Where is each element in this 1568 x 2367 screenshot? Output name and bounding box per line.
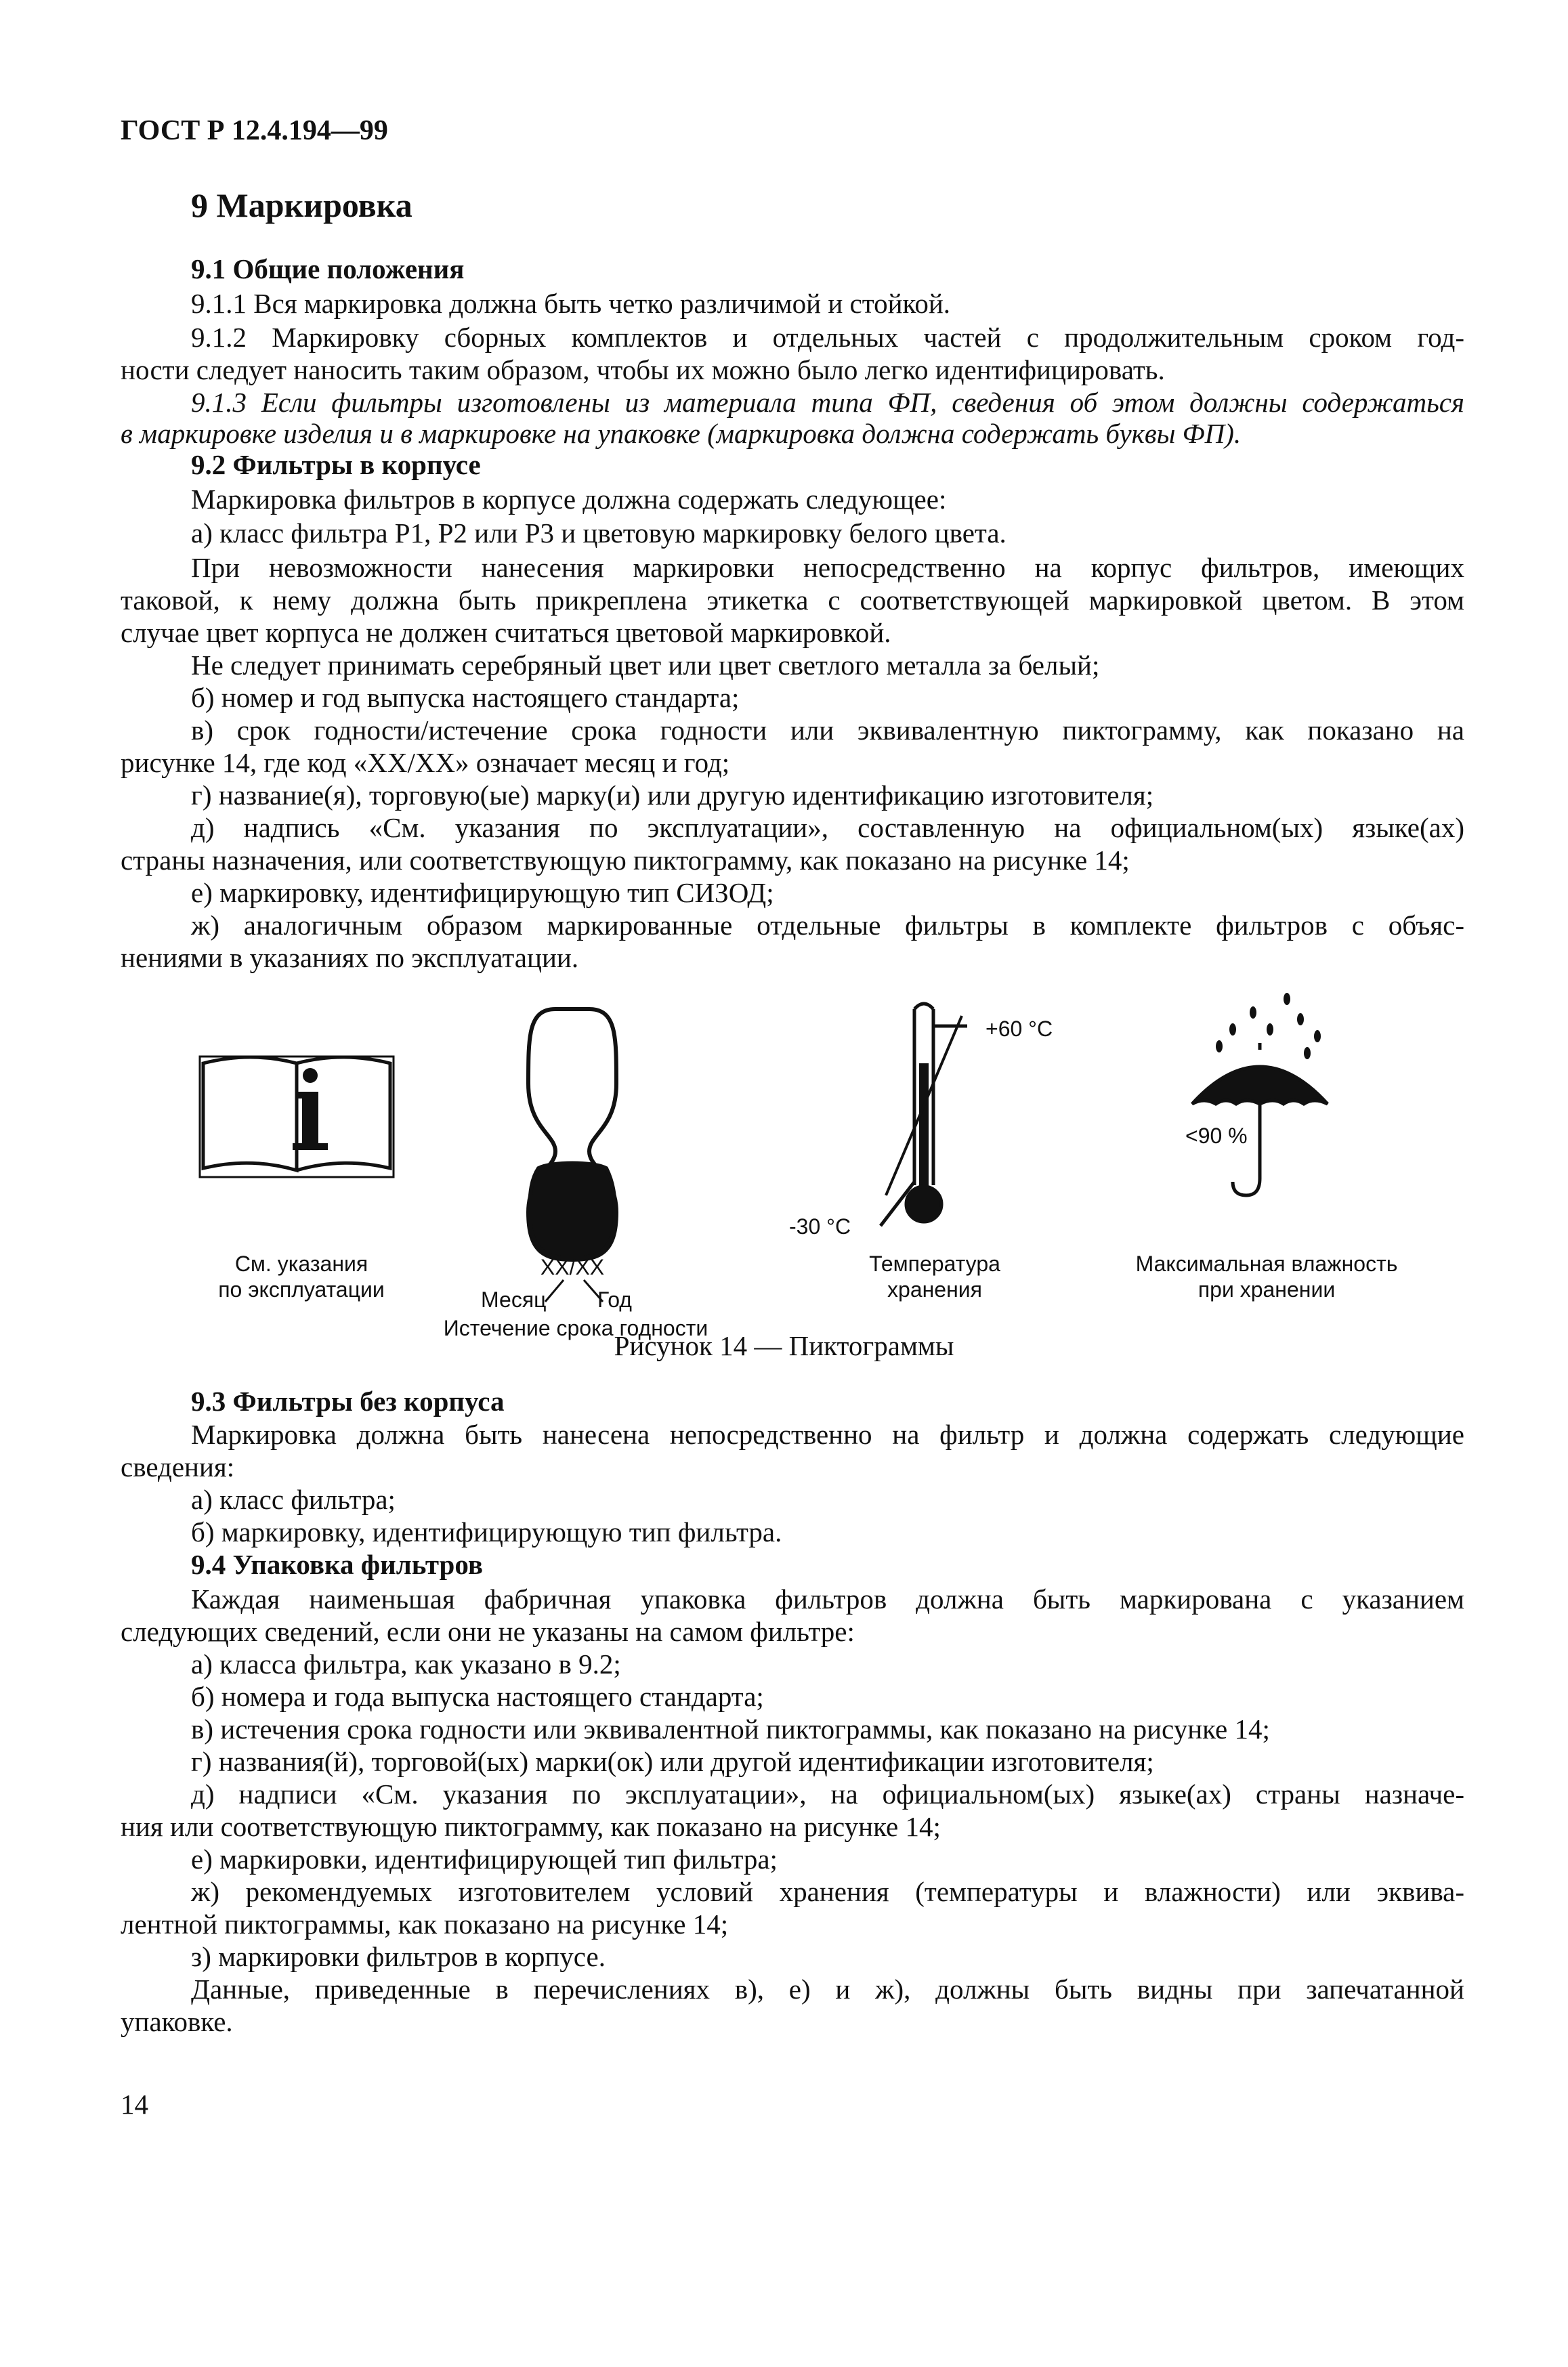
- figure-caption: Рисунок 14 — Пиктограммы: [614, 1330, 954, 1361]
- thermo-min-label: -30 °C: [789, 1214, 851, 1239]
- expiry-code: XX/XX: [540, 1255, 605, 1279]
- humidity-label-line2: при хранении: [1198, 1277, 1336, 1302]
- page-number: 14: [121, 2089, 148, 2120]
- list-item-9-4-z: з) маркировки фильтров в корпусе.: [191, 1941, 606, 1972]
- expiry-year-label: Год: [597, 1287, 632, 1312]
- hourglass-icon: [528, 1009, 616, 1260]
- list-item-9-4-b: б) номера и года выпуска настоящего стандарта;: [191, 1681, 764, 1712]
- final-paragraph-line2: упаковке.: [121, 2006, 233, 2037]
- final-paragraph-line1: Данные, приведенные в перечислениях в), е) и ж), должны быть видны при запечатанной: [191, 1974, 1464, 2005]
- list-item-9-3-a: а) класс фильтра;: [191, 1484, 396, 1515]
- expiry-label: Истечение срока годности: [443, 1316, 708, 1340]
- figure-14-pictograms: [176, 989, 1436, 1341]
- subsection-title-9-3: 9.3 Фильтры без корпуса: [191, 1386, 505, 1417]
- list-item-9-2-v-line2: рисунке 14, где код «XX/XX» означает месяц и год;: [121, 747, 730, 778]
- info-book-icon: [200, 1057, 394, 1177]
- thermo-label-line2: хранения: [887, 1277, 982, 1302]
- expiry-month-label: Месяц: [481, 1287, 547, 1312]
- paragraph-9-1-1: 9.1.1 Вся маркировка должна быть четко различимой и стойкой.: [191, 288, 951, 319]
- thermo-max-label: +60 °C: [986, 1017, 1053, 1041]
- list-item-9-2-d-line1: д) надпись «См. указания по эксплуатации», составленную на официальном(ых) языке(ах): [191, 812, 1464, 843]
- thermo-label-line1: Температура: [869, 1252, 1000, 1276]
- umbrella-rain-icon: [1192, 993, 1328, 1195]
- paragraph-9-3-line1: Маркировка должна быть нанесена непосредственно на фильтр и должна содержать следующие: [191, 1419, 1464, 1450]
- paragraph-9-1-2-line2: ности следует наносить таким образом, чтобы их можно было легко идентифицировать.: [121, 354, 1165, 385]
- section-title: 9 Маркировка: [191, 186, 412, 224]
- list-item-9-2-e: е) маркировку, идентифицирующую тип СИЗОД;: [191, 877, 774, 908]
- list-item-9-4-zh-line2: лентной пиктограммы, как показано на рисунке 14;: [121, 1908, 729, 1940]
- list-item-9-4-e: е) маркировки, идентифицирующей тип фильтра;: [191, 1843, 778, 1875]
- humidity-value: <90 %: [1185, 1124, 1248, 1148]
- subsection-title-9-1: 9.1 Общие положения: [191, 253, 465, 284]
- list-item-9-3-b: б) маркировку, идентифицирующую тип фильтра.: [191, 1516, 782, 1548]
- list-item-9-4-d-line2: ния или соответствующую пиктограмму, как показано на рисунке 14;: [121, 1811, 941, 1842]
- subsection-title-9-2: 9.2 Фильтры в корпусе: [191, 449, 481, 480]
- humidity-label-line1: Максимальная влажность: [1135, 1252, 1398, 1276]
- list-item-9-4-d-line1: д) надписи «См. указания по эксплуатации», на официальном(ых) языке(ах) страны назначе-: [191, 1778, 1464, 1810]
- list-item-9-2-a: а) класс фильтра Р1, Р2 или Р3 и цветовую маркировку белого цвета.: [191, 517, 1007, 549]
- thermometer-icon: [881, 1004, 967, 1226]
- list-item-9-4-zh-line1: ж) рекомендуемых изготовителем условий хранения (температуры и влажности) или эквива-: [191, 1876, 1464, 1907]
- paragraph-9-1-2-line1: 9.1.2 Маркировку сборных комплектов и отдельных частей с продолжительным сроком год-: [191, 322, 1464, 353]
- paragraph-note2: Не следует принимать серебряный цвет или цвет светлого металла за белый;: [191, 649, 1100, 681]
- paragraph-note-line3: случае цвет корпуса не должен считаться цветовой маркировкой.: [121, 617, 891, 648]
- paragraph-9-1-3-line2: в маркировке изделия и в маркировке на упаковке (маркировка должна содержать буквы ФП).: [121, 418, 1242, 449]
- subsection-title-9-4: 9.4 Упаковка фильтров: [191, 1549, 483, 1580]
- list-item-9-2-zh-line2: нениями в указаниях по эксплуатации.: [121, 942, 579, 973]
- document-code: ГОСТ Р 12.4.194—99: [121, 115, 388, 146]
- list-item-9-4-a: а) класса фильтра, как указано в 9.2;: [191, 1648, 621, 1680]
- list-item-9-2-g: г) название(я), торговую(ые) марку(и) или другую идентификацию изготовителя;: [191, 780, 1154, 811]
- list-item-9-2-v-line1: в) срок годности/истечение срока годности или эквивалентную пиктограмму, как показано на: [191, 715, 1464, 746]
- paragraph-9-4-line2: следующих сведений, если они не указаны на самом фильтре:: [121, 1616, 855, 1647]
- book-label-line1: См. указания: [234, 1252, 368, 1276]
- list-item-9-4-v: в) истечения срока годности или эквивалентной пиктограммы, как показано на рисунке 14;: [191, 1713, 1270, 1745]
- book-label-line2: по эксплуатации: [218, 1277, 385, 1302]
- paragraph-9-3-line2: сведения:: [121, 1451, 235, 1483]
- list-item-9-2-d-line2: страны назначения, или соответствующую пиктограмму, как показано на рисунке 14;: [121, 845, 1130, 876]
- paragraph-9-1-3-line1: 9.1.3 Если фильтры изготовлены из материала типа ФП, сведения об этом должны содержаться: [191, 387, 1464, 418]
- list-item-9-2-b: б) номер и год выпуска настоящего стандарта;: [191, 682, 740, 713]
- list-item-9-4-g: г) названия(й), торговой(ых) марки(ок) или другой идентификации изготовителя;: [191, 1746, 1154, 1777]
- paragraph-9-4-line1: Каждая наименьшая фабричная упаковка фильтров должна быть маркирована с указанием: [191, 1583, 1464, 1615]
- paragraph-9-2-intro: Маркировка фильтров в корпусе должна содержать следующее:: [191, 484, 947, 515]
- paragraph-note-line2: таковой, к нему должна быть прикреплена этикетка с соответствующей маркировкой цветом. В этом: [121, 584, 1464, 616]
- list-item-9-2-zh-line1: ж) аналогичным образом маркированные отдельные фильтры в комплекте фильтров с объяс-: [191, 910, 1464, 941]
- paragraph-note-line1: При невозможности нанесения маркировки непосредственно на корпус фильтров, имеющих: [191, 552, 1464, 583]
